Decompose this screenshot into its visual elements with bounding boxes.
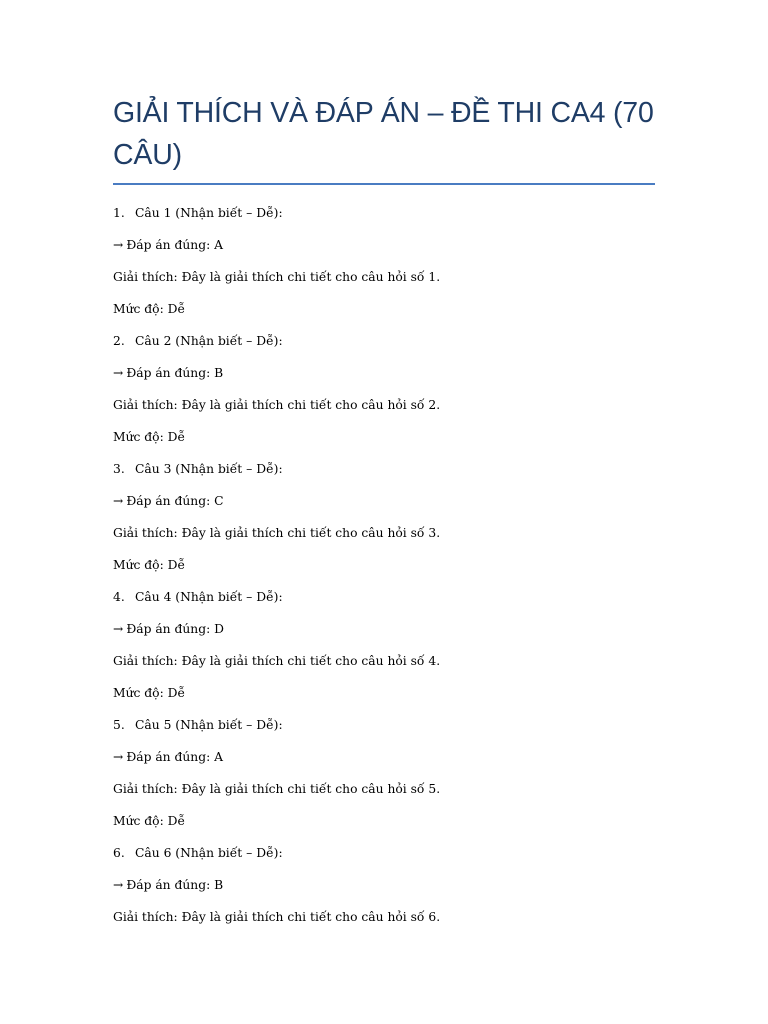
question-title: Câu 2 (Nhận biết – Dễ):	[135, 334, 283, 348]
explanation-line: Giải thích: Đây là giải thích chi tiết cho câu hỏi số 4.	[113, 654, 441, 668]
arrow-icon: →	[113, 366, 124, 380]
explanation-line: Giải thích: Đây là giải thích chi tiết cho câu hỏi số 1.	[113, 270, 441, 284]
question-title: Câu 1 (Nhận biết – Dễ):	[135, 206, 283, 220]
question-heading	[113, 843, 655, 875]
document-page	[113, 92, 655, 939]
explanation-line: Giải thích: Đây là giải thích chi tiết cho câu hỏi số 6.	[113, 910, 441, 924]
answer-text: Đáp án đúng: B	[126, 878, 224, 892]
question-heading	[113, 587, 655, 619]
arrow-icon: →	[113, 878, 124, 892]
arrow-icon: →	[113, 494, 124, 508]
level-line: Mức độ: Dễ	[113, 558, 186, 572]
answer-line	[113, 363, 655, 395]
arrow-icon: →	[113, 750, 124, 764]
level-line: Mức độ: Dễ	[113, 686, 186, 700]
question-number: 4.	[113, 590, 125, 604]
answer-line	[113, 619, 655, 651]
arrow-icon: →	[113, 622, 124, 636]
answer-line	[113, 875, 655, 907]
answer-text: Đáp án đúng: A	[126, 750, 224, 764]
question-title: Câu 4 (Nhận biết – Dễ):	[135, 590, 283, 604]
arrow-icon: →	[113, 238, 124, 252]
answer-text: Đáp án đúng: D	[126, 622, 225, 636]
question-number: 3.	[113, 462, 125, 476]
question-number: 1.	[113, 206, 125, 220]
explanation-line: Giải thích: Đây là giải thích chi tiết cho câu hỏi số 5.	[113, 782, 441, 796]
answer-text: Đáp án đúng: C	[126, 494, 224, 508]
answer-line	[113, 747, 655, 779]
answer-text: Đáp án đúng: A	[126, 238, 224, 252]
explanation-line: Giải thích: Đây là giải thích chi tiết cho câu hỏi số 2.	[113, 398, 441, 412]
level-line: Mức độ: Dễ	[113, 430, 186, 444]
question-heading	[113, 459, 655, 491]
answer-text: Đáp án đúng: B	[126, 366, 224, 380]
question-title: Câu 5 (Nhận biết – Dễ):	[135, 718, 283, 732]
question-title: Câu 6 (Nhận biết – Dễ):	[135, 846, 283, 860]
document-title: GIẢI THÍCH VÀ ĐÁP ÁN – ĐỀ THI CA4 (70 CÂU)	[113, 97, 654, 171]
answer-line	[113, 491, 655, 523]
question-number: 2.	[113, 334, 125, 348]
title-underline	[113, 183, 655, 185]
explanation-line: Giải thích: Đây là giải thích chi tiết cho câu hỏi số 3.	[113, 526, 441, 540]
question-title: Câu 3 (Nhận biết – Dễ):	[135, 462, 283, 476]
question-heading	[113, 203, 655, 235]
answer-line	[113, 235, 655, 267]
question-number: 5.	[113, 718, 125, 732]
question-heading	[113, 331, 655, 363]
question-list	[113, 203, 655, 939]
level-line: Mức độ: Dễ	[113, 814, 186, 828]
question-heading	[113, 715, 655, 747]
level-line: Mức độ: Dễ	[113, 302, 186, 316]
question-number: 6.	[113, 846, 125, 860]
